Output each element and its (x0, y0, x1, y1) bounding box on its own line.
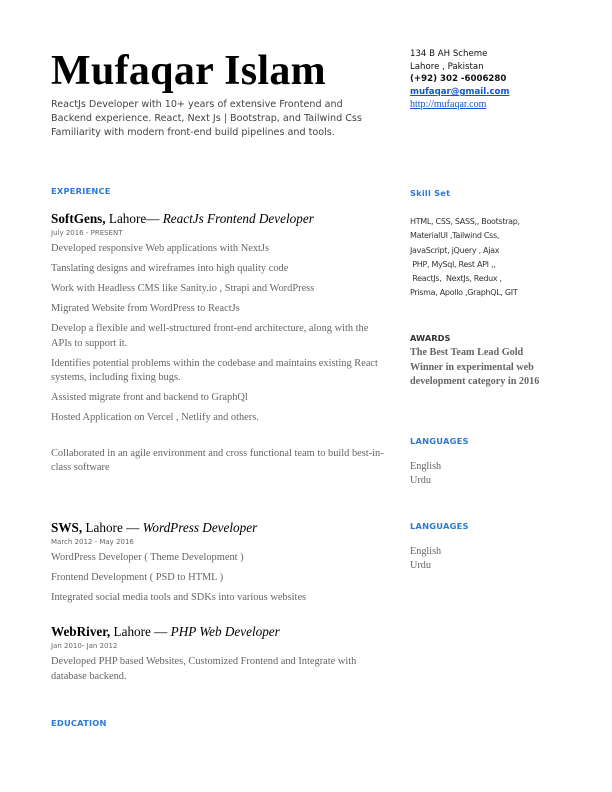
languages-list-2 (410, 545, 441, 573)
website-link[interactable]: http://mufaqar.com (410, 98, 487, 110)
duty-item: WordPress Developer ( Theme Development ) (51, 552, 244, 563)
job-dates: July 2016 - PRESENT (51, 229, 123, 237)
phone-number: (+92) 302 -6006280 (410, 74, 507, 85)
languages-heading: LANGUAGES (410, 436, 469, 446)
company-name: WebRiver, (51, 624, 111, 639)
duty-item: Developed responsive Web applications with NextJs (51, 243, 269, 254)
address-line-2: Lahore , Pakistan (410, 61, 484, 72)
education-heading: EDUCATION (51, 718, 107, 728)
duty-item: Integrated social media tools and SDKs into various websites (51, 592, 307, 603)
job-title-line (51, 211, 386, 227)
job-role: PHP Web Developer (170, 624, 280, 639)
contact-info (410, 48, 509, 112)
email-link[interactable]: mufaqar@gmail.com (410, 87, 510, 98)
awards-heading: AWARDS (410, 333, 451, 343)
job-location: Lahore — (82, 520, 143, 535)
language-item: English (410, 461, 442, 472)
job-softgens (51, 211, 386, 481)
duty-item: Hosted Application on Vercel , Netlify and others. (51, 412, 259, 423)
job-duties (51, 242, 386, 476)
job-role: WordPress Developer (142, 520, 258, 535)
languages-list (410, 460, 441, 488)
language-item: Urdu (410, 560, 431, 571)
duty-item: Develop a flexible and well-structured front-end architecture, along with the APIs to support it. (51, 323, 369, 349)
job-duties (51, 655, 386, 684)
candidate-name: Mufaqar Islam (51, 48, 326, 94)
duty-item: Migrated Website from WordPress to ReactJs (51, 303, 240, 314)
job-location: Lahore — (110, 624, 171, 639)
duty-item: Work with Headless CMS like Sanity.io , Strapi and WordPress (51, 283, 315, 294)
duty-item: Developed PHP based Websites, Customized Frontend and Integrate with database backend. (51, 656, 357, 682)
duty-item: Assisted migrate front and backend to GraphQl (51, 392, 248, 403)
job-role: ReactJs Frontend Developer (162, 211, 314, 226)
address-line-1: 134 B AH Scheme (410, 49, 488, 59)
language-item: English (410, 546, 442, 557)
company-name: SWS, (51, 520, 83, 535)
job-dates: March 2012 - May 2016 (51, 538, 134, 546)
experience-heading: EXPERIENCE (51, 186, 111, 196)
job-location: Lahore— (105, 211, 163, 226)
job-duties (51, 551, 386, 606)
job-sws (51, 520, 386, 611)
languages-heading-2: LANGUAGES (410, 521, 469, 531)
job-webriver (51, 624, 386, 690)
profile-summary: ReactJs Developer with 10+ years of extensive Frontend and Backend experience. React, Next Js | Bootstrap, and Tailwind Css Familiarity with modern front-end build pipelines and tools. (51, 99, 362, 138)
skills-heading: Skill Set (410, 188, 451, 198)
job-title-line (51, 624, 386, 640)
awards-text: The Best Team Lead Gold Winner in experimental web development category in 2016 (410, 347, 540, 387)
duty-item: Identifies potential problems within the codebase and maintains existing React systems, including fixing bugs. (51, 357, 378, 383)
duty-item: Collaborated in an agile environment and cross functional team to build best-in-class software (51, 447, 384, 473)
job-title-line (51, 520, 386, 536)
duty-item: Tanslating designs and wireframes into high quality code (51, 263, 289, 274)
duty-item: Frontend Development ( PSD to HTML ) (51, 572, 224, 583)
language-item: Urdu (410, 475, 431, 486)
skills-list: HTML, CSS, SASS,, Bootstrap, MaterialUI ,Tailwind Css, JavaScript, jQuery , Ajax PHP, MySql, Rest API ,, ReactJs, NextJs, Redux , Prisma, Apollo ,GraphQL, GIT (410, 217, 520, 298)
company-name: SoftGens, (51, 211, 106, 226)
job-dates: Jan 2010- Jan 2012 (51, 642, 118, 650)
